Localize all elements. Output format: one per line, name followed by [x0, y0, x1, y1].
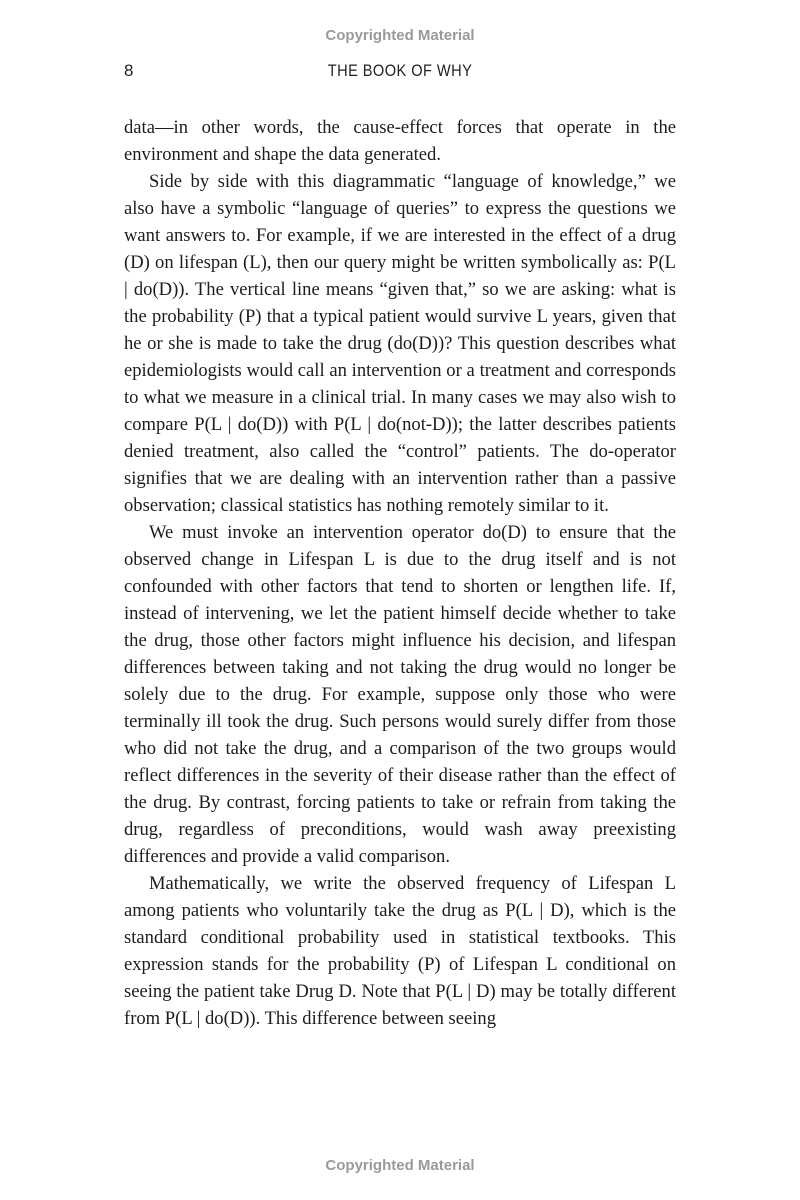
- running-head: [124, 61, 676, 85]
- paragraph-4: Mathematically, we write the observed frequency of Lifespan L among patients who voluntarily take the drug as P(L | D), which is the standard conditional probability used in statistical textbooks. This expression stands for the probability (P) of Lifespan L conditional on seeing the patient take Drug D. Note that P(L | D) may be totally different from P(L | do(D)). This difference between seeing: [124, 873, 676, 1029]
- page-number: 8: [124, 61, 134, 80]
- paragraph-1: data—in other words, the cause-effect forces that operate in the environment and shape the data generated.: [124, 117, 676, 165]
- copyright-watermark-top: Copyrighted Material: [325, 27, 475, 44]
- body-text: [124, 114, 676, 1032]
- paragraph-3: We must invoke an intervention operator do(D) to ensure that the observed change in Lifespan L is due to the drug itself and is not confounded with other factors that tend to shorten or lengthen life. If, instead of intervening, we let the patient himself decide whether to take the drug, those other factors might influence his decision, and lifespan differences between taking and not taking the drug would no longer be solely due to the drug. For example, suppose only those who were terminally ill took the drug. Such persons would surely differ from those who did not take the drug, and a comparison of the two groups would reflect differences in the severity of their disease rather than the effect of the drug. By contrast, forcing patients to take or refrain from taking the drug, regardless of preconditions, would wash away preexisting differences and provide a valid comparison.: [124, 522, 676, 867]
- book-title: THE BOOK OF WHY: [327, 61, 473, 80]
- copyright-watermark-bottom: Copyrighted Material: [325, 1157, 475, 1174]
- paragraph-2: Side by side with this diagrammatic “language of knowledge,” we also have a symbolic “language of queries” to express the questions we want answers to. For example, if we are interested in the effect of a drug (D) on lifespan (L), then our query might be written symbolically as: P(L | do(D)). The vertical line means “given that,” so we are asking: what is the probability (P) that a typical patient would survive L years, given that he or she is made to take the drug (do(D))? This question describes what epidemiologists would call an intervention or a treatment and corresponds to what we measure in a clinical trial. In many cases we may also wish to compare P(L | do(D)) with P(L | do(not-D)); the latter describes patients denied treatment, also called the “control” patients. The do-operator signifies that we are dealing with an intervention rather than a passive observation; classical statistics has nothing remotely similar to it.: [124, 171, 676, 516]
